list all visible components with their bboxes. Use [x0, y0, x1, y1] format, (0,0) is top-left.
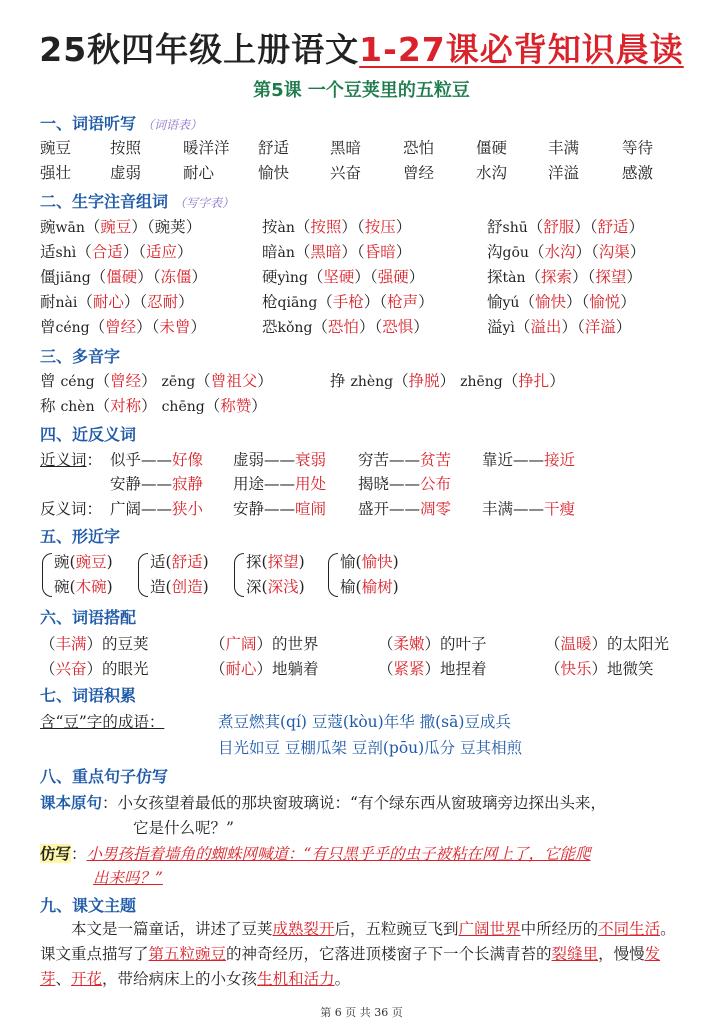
char: 碗 [54, 578, 70, 596]
word-a: 按照 [310, 218, 342, 236]
vocab-word: 耐心 [183, 164, 215, 182]
word: 舒适 [171, 553, 203, 571]
polyphone-row-2: 称 chèn（对称） chēng（称赞） [40, 397, 267, 415]
vocab-word: 水沟 [476, 164, 508, 182]
collocation-answer: 广阔 [225, 635, 257, 653]
word-a: 舒服 [543, 218, 575, 236]
pinyin: shū [502, 220, 528, 236]
dash: —— [389, 451, 421, 469]
char: 枪 [262, 293, 278, 311]
char-entry: 僵jiāng（僵硬）（冻僵） [40, 268, 207, 286]
pinyin: jiāng [55, 270, 91, 286]
vocab-word: 兴奋 [330, 164, 362, 182]
word-b: 沟渠 [598, 243, 630, 261]
char: 适 [150, 553, 166, 571]
char: 愉 [340, 553, 356, 571]
synonym-word: 似乎 [110, 451, 142, 469]
antonym-label: 反义词： [40, 500, 103, 518]
char-entry: 暗àn（黑暗）（昏暗） [262, 243, 412, 261]
synonym-word: 虚弱 [233, 451, 265, 469]
word-b: 按压 [364, 218, 396, 236]
theme-segment: 发芽 [40, 945, 661, 988]
theme-segment: ，带给病床上的小女孩 [102, 970, 258, 988]
collocation-answer: 耐心 [225, 660, 257, 678]
char-entry: 探tàn（探索）（探望） [487, 268, 642, 286]
pinyin: kǒng [277, 320, 313, 336]
char: 僵 [40, 268, 56, 286]
theme-segment: 裂缝里 [551, 945, 599, 963]
collocation: （丰满）的豆荚 [40, 635, 149, 653]
similar-char-line: 榆(榆树) [340, 578, 399, 596]
char-entry: 曾céng（曾经）（未曾） [40, 318, 206, 336]
synonym-word: 揭晓 [358, 475, 390, 493]
char-entry: 枪qiāng（手枪）（枪声） [262, 293, 434, 311]
char: 溢 [487, 318, 503, 336]
similar-char-line: 探(探望) [246, 553, 305, 571]
synonym-answer: 寂静 [172, 475, 204, 493]
char: 曾 [40, 318, 56, 336]
similar-char-line: 豌(豌豆) [54, 553, 113, 571]
word-a: 曾经 [105, 318, 137, 336]
brace-icon [328, 553, 338, 597]
char: 适 [40, 243, 56, 261]
similar-char-group [232, 550, 327, 600]
word-b: 愉悦 [589, 293, 621, 311]
collocation-answer: 兴奋 [55, 660, 87, 678]
theme-segment: 本文是一篇童话，讲述了豆荚 [71, 920, 273, 938]
polyphone-row-1b: 挣 zhèng（挣脱） zhēng（挣扎） [330, 372, 565, 390]
antonym-pair [233, 497, 326, 519]
synonym-answer: 贫苦 [420, 451, 452, 469]
pinyin: gōu [502, 245, 529, 261]
dash: —— [389, 500, 421, 518]
dash: —— [264, 451, 296, 469]
pinyin: wān [55, 220, 85, 236]
char: 造 [150, 578, 166, 596]
similar-char-group [40, 550, 135, 600]
antonym-pair [482, 497, 575, 519]
char: 豌 [54, 553, 70, 571]
page-footer: 第 6 页 共 36 页 [320, 1006, 403, 1019]
synonym-pair [482, 448, 575, 470]
word-b: 探望 [595, 268, 627, 286]
collocation: （柔嫩）的叶子 [378, 635, 487, 653]
word-a: 耐心 [92, 293, 124, 311]
char-entry: 硬yìng（坚硬）（强硬） [262, 268, 425, 286]
char: 暗 [262, 243, 278, 261]
pinyin: yìng [277, 270, 308, 286]
theme-segment: 不同生活 [598, 920, 661, 938]
char: 按 [262, 218, 278, 236]
vocab-word: 丰满 [548, 139, 580, 157]
collocation-text: 的眼光 [102, 660, 149, 678]
theme-segment: 的神奇经历，它落进顶楼窗子下一个长满青 [226, 945, 521, 963]
synonym-pair [358, 472, 451, 494]
section-heading-4: 四、近反义词 [40, 425, 137, 444]
pinyin: yú [502, 295, 520, 311]
similar-char-line: 愉(愉快) [340, 553, 399, 571]
char-entry: 沟gōu（水沟）（沟渠） [487, 243, 646, 261]
theme-segment: 。 [334, 970, 351, 988]
theme-segment: 。课文重点描写了 [40, 920, 676, 963]
idiom-label: 含“豆”字的成语： [40, 713, 165, 731]
pinyin: tàn [502, 270, 526, 286]
original-sentence-cont: 它是什么呢？” [133, 819, 234, 837]
word-a: 僵硬 [106, 268, 138, 286]
word-b: 洋溢 [584, 318, 616, 336]
collocation-text: 地捏着 [440, 660, 487, 678]
pinyin: shì [55, 245, 77, 261]
imitation-sentence: 仿写：小男孩指着墙角的蜘蛛网喊道：“有只黑乎乎的虫子被粘在网上了，它能爬 [40, 844, 591, 863]
antonym-pair [358, 497, 451, 519]
theme-paragraph [40, 917, 688, 992]
word-a: 手枪 [332, 293, 364, 311]
vocab-word: 等待 [622, 139, 654, 157]
pinyin: qiāng [277, 295, 318, 311]
word-a: 豌豆 [100, 218, 132, 236]
word-b: 未曾 [159, 318, 191, 336]
vocab-word: 感激 [622, 164, 654, 182]
collocation-answer: 丰满 [55, 635, 87, 653]
vocab-word: 按照 [110, 139, 142, 157]
brace-icon [138, 553, 148, 597]
word-b: 冻僵 [160, 268, 192, 286]
char: 豌 [40, 218, 56, 236]
word-a: 溢出 [530, 318, 562, 336]
synonym-word: 靠近 [482, 451, 514, 469]
title-part2: 1-27课必背知识晨读 [359, 30, 684, 69]
dash: —— [513, 451, 545, 469]
vocab-word: 愉快 [258, 164, 290, 182]
collocation-text: 地躺着 [272, 660, 319, 678]
collocation-text: 的世界 [272, 635, 319, 653]
similar-char-line: 深(深浅) [246, 578, 305, 596]
dash: —— [513, 500, 545, 518]
section-heading-7: 七、词语积累 [40, 686, 137, 705]
section-heading-5: 五、形近字 [40, 527, 121, 546]
theme-segment: 生机和活力 [257, 970, 335, 988]
collocation: （紧紧）地捏着 [378, 660, 487, 678]
section-heading-8: 八、重点句子仿写 [40, 767, 169, 786]
collocation-answer: 快乐 [560, 660, 592, 678]
word-b: 枪声 [387, 293, 419, 311]
antonym-word: 盛开 [358, 500, 390, 518]
title-part1: 25秋四年级上册语文 [39, 30, 360, 69]
collocation: （广阔）的世界 [210, 635, 319, 653]
theme-segment: 、 [55, 970, 72, 988]
synonym-word: 穷苦 [358, 451, 390, 469]
vocab-word: 舒适 [258, 139, 290, 157]
synonym-pair [358, 448, 451, 470]
synonym-label: 近义词： [40, 451, 103, 469]
char-entry: 舒shū（舒服）（舒适） [487, 218, 645, 236]
word-b: 强硬 [377, 268, 409, 286]
synonym-word: 安静 [110, 475, 142, 493]
theme-segment: 成熟裂开 [272, 920, 335, 938]
dash: —— [141, 500, 173, 518]
theme-segment: ，慢慢 [598, 945, 645, 963]
theme-segment: 中所经历的 [520, 920, 599, 938]
imitation-sentence-cont: 出来吗？” [93, 869, 163, 887]
char-entry: 溢yì（溢出）（洋溢） [487, 318, 632, 336]
section-heading-3: 三、多音字 [40, 347, 121, 366]
char: 沟 [487, 243, 503, 261]
char: 恐 [262, 318, 278, 336]
section-heading-6: 六、词语搭配 [40, 608, 137, 627]
word-b: 适应 [146, 243, 178, 261]
antonym-word: 广阔 [110, 500, 142, 518]
polyphone-row-1: 曾 céng（曾经） zēng（曾祖父） [40, 372, 273, 390]
collocation-answer: 紧紧 [393, 660, 425, 678]
section-heading-9: 九、课文主题 [40, 896, 137, 915]
theme-segment: 开花 [71, 970, 103, 988]
lesson-title: 第5课 一个豆荚里的五粒豆 [253, 80, 470, 101]
char: 耐 [40, 293, 56, 311]
word-a: 水沟 [544, 243, 576, 261]
char-entry: 恐kǒng（恐怕）（恐惧） [262, 318, 429, 336]
word: 木碗 [75, 578, 107, 596]
pinyin: nài [55, 295, 78, 311]
word-b: 忍耐 [147, 293, 179, 311]
antonym-word: 丰满 [482, 500, 514, 518]
vocab-word: 虚弱 [110, 164, 142, 182]
char-entry: 愉yú（愉快）（愉悦） [487, 293, 636, 311]
original-sentence: 课本原句：小女孩望着最低的那块窗玻璃说：“有个绿东西从窗玻璃旁边探出头来， [40, 794, 606, 812]
antonym-answer: 狭小 [172, 500, 204, 518]
collocation-text: 的太阳光 [607, 635, 670, 653]
collocation-text: 的叶子 [440, 635, 487, 653]
char: 探 [246, 553, 262, 571]
synonym-pair [233, 472, 326, 494]
antonym-answer: 凋零 [420, 500, 452, 518]
dash: —— [141, 475, 173, 493]
vocab-word: 曾经 [403, 164, 435, 182]
collocation-text: 的豆荚 [102, 635, 149, 653]
word: 愉快 [361, 553, 393, 571]
word: 创造 [171, 578, 203, 596]
char-entry: 豌wān（豌豆）（豌荚） [40, 218, 202, 236]
collocation: （温暖）的太阳光 [545, 635, 670, 653]
vocab-word: 豌豆 [40, 139, 72, 157]
dash: —— [141, 451, 173, 469]
vocab-word: 恐怕 [403, 139, 435, 157]
similar-char-line: 碗(木碗) [54, 578, 113, 596]
word: 探望 [267, 553, 299, 571]
word-a: 坚硬 [323, 268, 355, 286]
word-a: 黑暗 [310, 243, 342, 261]
synonym-answer: 用处 [295, 475, 327, 493]
collocation: （兴奋）的眼光 [40, 660, 149, 678]
pinyin: yì [502, 320, 515, 336]
collocation: （快乐）地微笑 [545, 660, 654, 678]
idiom-line-2: 目光如豆 豆棚瓜架 豆剖(pōu)瓜分 豆其相煎 [218, 739, 523, 757]
theme-segment: 第五粒豌豆 [148, 945, 227, 963]
synonym-pair [233, 448, 326, 470]
char: 硬 [262, 268, 278, 286]
antonym-answer: 干瘦 [544, 500, 576, 518]
word-b: 舒适 [597, 218, 629, 236]
collocation: （耐心）地躺着 [210, 660, 319, 678]
char-entry: 按àn（按照）（按压） [262, 218, 412, 236]
word-a: 探索 [541, 268, 573, 286]
char: 舒 [487, 218, 503, 236]
vocab-word: 黑暗 [330, 139, 362, 157]
word-b: 昏暗 [364, 243, 396, 261]
theme-segment: 苔的 [520, 945, 552, 963]
synonym-word: 用途 [233, 475, 265, 493]
word-a: 合适 [91, 243, 123, 261]
pinyin: àn [277, 220, 295, 236]
vocab-word: 强壮 [40, 164, 72, 182]
dash: —— [389, 475, 421, 493]
pinyin: céng [55, 320, 90, 336]
synonym-answer: 好像 [172, 451, 204, 469]
char: 深 [246, 578, 262, 596]
antonym-answer: 喧闹 [295, 500, 327, 518]
collocation-text: 地微笑 [607, 660, 654, 678]
antonym-pair [110, 497, 203, 519]
brace-icon [234, 553, 244, 597]
page-title [0, 24, 723, 71]
synonym-answer: 接近 [544, 451, 576, 469]
theme-segment: 广阔世界 [458, 920, 521, 938]
section-heading-2: 二、生字注音组词 （写字表） [40, 192, 235, 211]
theme-segment: 后，五粒豌豆飞到 [334, 920, 459, 938]
collocation-answer: 柔嫩 [393, 635, 425, 653]
brace-icon [42, 553, 52, 597]
similar-char-group [136, 550, 231, 600]
char-entry: 适shì（合适）（适应） [40, 243, 193, 261]
antonym-word: 安静 [233, 500, 265, 518]
char: 榆 [340, 578, 356, 596]
similar-char-group [326, 550, 421, 600]
char: 愉 [487, 293, 503, 311]
word-a: 愉快 [534, 293, 566, 311]
section-heading-1: 一、词语听写 （词语表） [40, 114, 203, 133]
collocation-answer: 温暖 [560, 635, 592, 653]
vocab-word: 僵硬 [476, 139, 508, 157]
synonym-answer: 公布 [420, 475, 452, 493]
idiom-line-1: 煮豆燃萁(qí) 豆蔻(kòu)年华 撒(sā)豆成兵 [218, 713, 511, 731]
word-a: 恐怕 [327, 318, 359, 336]
pinyin: àn [277, 245, 295, 261]
similar-char-line: 造(创造) [150, 578, 209, 596]
word: 深浅 [267, 578, 299, 596]
synonym-answer: 衰弱 [295, 451, 327, 469]
synonym-pair [110, 448, 203, 470]
word: 榆树 [361, 578, 393, 596]
dash: —— [264, 500, 296, 518]
char-entry: 耐nài（耐心）（忍耐） [40, 293, 194, 311]
vocab-word: 暖洋洋 [183, 139, 230, 157]
dash: —— [264, 475, 296, 493]
char: 探 [487, 268, 503, 286]
vocab-word: 洋溢 [548, 164, 580, 182]
similar-char-line: 适(舒适) [150, 553, 209, 571]
word-b: 豌荚 [154, 218, 186, 236]
synonym-pair [110, 472, 203, 494]
word-b: 恐惧 [382, 318, 414, 336]
word: 豌豆 [75, 553, 107, 571]
